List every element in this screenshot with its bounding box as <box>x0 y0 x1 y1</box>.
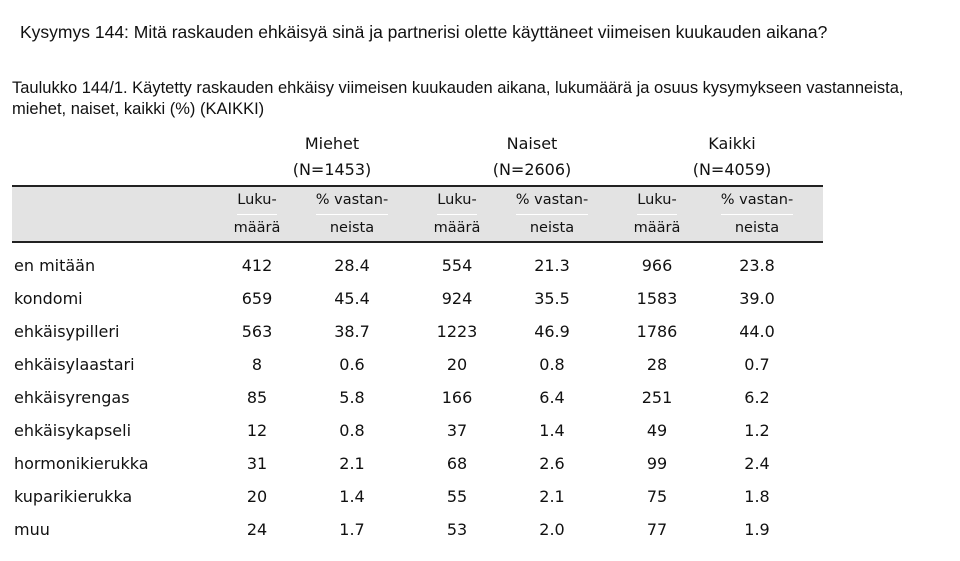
header-line1: % vastan- <box>516 187 588 215</box>
cell-kaikki-count: 99 <box>646 454 668 473</box>
header-line1: Luku- <box>437 187 476 215</box>
group-name: Kaikki <box>708 134 756 153</box>
header-line1: Luku- <box>237 187 276 215</box>
cell-naiset-count: 554 <box>441 256 473 275</box>
table-row <box>12 348 823 381</box>
data-table <box>12 131 823 546</box>
cell-miehet-count: 85 <box>246 388 268 407</box>
cell-miehet-pct: 0.8 <box>339 421 365 440</box>
row-label: ehkäisykapseli <box>14 421 132 440</box>
group-header-naiset <box>442 131 622 183</box>
table-row <box>12 282 823 315</box>
group-name: Miehet <box>304 134 360 153</box>
cell-naiset-count: 924 <box>441 289 473 308</box>
cell-kaikki-count: 75 <box>646 487 668 506</box>
cell-kaikki-count: 1583 <box>636 289 678 308</box>
cell-miehet-count: 31 <box>246 454 268 473</box>
row-label: ehkäisylaastari <box>14 355 135 374</box>
cell-kaikki-pct: 1.2 <box>744 421 770 440</box>
table-body <box>12 249 823 546</box>
cell-miehet-pct: 38.7 <box>334 322 370 341</box>
cell-naiset-pct: 2.0 <box>539 520 565 539</box>
cell-naiset-pct: 21.3 <box>534 256 570 275</box>
cell-miehet-pct: 2.1 <box>339 454 365 473</box>
table-row <box>12 381 823 414</box>
table-row <box>12 315 823 348</box>
cell-naiset-pct: 6.4 <box>539 388 565 407</box>
header-line2: neista <box>734 220 780 236</box>
cell-kaikki-pct: 23.8 <box>739 256 775 275</box>
cell-kaikki-pct: 1.9 <box>744 520 770 539</box>
header-line1: % vastan- <box>721 187 793 215</box>
group-name: Naiset <box>506 134 558 153</box>
cell-naiset-count: 37 <box>446 421 468 440</box>
row-label: kondomi <box>14 289 83 308</box>
cell-kaikki-count: 28 <box>646 355 668 374</box>
group-count: (N=4059) <box>692 160 772 179</box>
row-label: ehkäisypilleri <box>14 322 120 341</box>
cell-miehet-pct: 1.4 <box>339 487 365 506</box>
row-label: en mitään <box>14 256 96 275</box>
cell-naiset-count: 68 <box>446 454 468 473</box>
row-label: kuparikierukka <box>14 487 133 506</box>
table-row <box>12 480 823 513</box>
table-row <box>12 513 823 546</box>
header-line1: Luku- <box>637 187 676 215</box>
cell-kaikki-count: 1786 <box>636 322 678 341</box>
table-row <box>12 249 823 282</box>
cell-naiset-count: 166 <box>441 388 473 407</box>
header-line2: neista <box>329 220 375 236</box>
cell-naiset-pct: 2.6 <box>539 454 565 473</box>
header-line2: määrä <box>633 220 681 236</box>
cell-naiset-pct: 46.9 <box>534 322 570 341</box>
group-header-kaikki <box>642 131 822 183</box>
cell-naiset-pct: 0.8 <box>539 355 565 374</box>
cell-miehet-pct: 5.8 <box>339 388 365 407</box>
header-count-miehet <box>222 187 292 242</box>
cell-miehet-pct: 0.6 <box>339 355 365 374</box>
row-label: hormonikierukka <box>14 454 149 473</box>
cell-naiset-pct: 1.4 <box>539 421 565 440</box>
cell-kaikki-pct: 1.8 <box>744 487 770 506</box>
header-line2: määrä <box>433 220 481 236</box>
cell-kaikki-count: 966 <box>641 256 673 275</box>
cell-miehet-count: 8 <box>251 355 263 374</box>
cell-naiset-count: 20 <box>446 355 468 374</box>
cell-miehet-count: 412 <box>241 256 273 275</box>
cell-kaikki-pct: 39.0 <box>739 289 775 308</box>
cell-naiset-count: 1223 <box>436 322 478 341</box>
header-line2: neista <box>529 220 575 236</box>
header-line1: % vastan- <box>316 187 388 215</box>
cell-miehet-pct: 1.7 <box>339 520 365 539</box>
cell-miehet-count: 659 <box>241 289 273 308</box>
group-header-miehet <box>242 131 422 183</box>
header-pct-miehet <box>302 187 402 242</box>
question-title: Kysymys 144: Mitä raskauden ehkäisyä sinä ja partnerisi olette käyttäneet viimeisen kuukauden aikana? <box>20 22 828 42</box>
table-caption: Taulukko 144/1. Käytetty raskauden ehkäisy viimeisen kuukauden aikana, lukumäärä ja osuus kysymykseen vastanneista, miehet, naiset, kaikki (%) (KAIKKI) <box>12 79 904 118</box>
cell-miehet-count: 12 <box>246 421 268 440</box>
column-header-row <box>12 185 823 243</box>
cell-miehet-pct: 28.4 <box>334 256 370 275</box>
cell-naiset-pct: 2.1 <box>539 487 565 506</box>
row-label: muu <box>14 520 50 539</box>
group-count: (N=2606) <box>492 160 572 179</box>
header-count-naiset <box>422 187 492 242</box>
table-row <box>12 447 823 480</box>
cell-kaikki-count: 49 <box>646 421 668 440</box>
cell-naiset-pct: 35.5 <box>534 289 570 308</box>
cell-kaikki-pct: 0.7 <box>744 355 770 374</box>
cell-miehet-count: 24 <box>246 520 268 539</box>
header-line2: määrä <box>233 220 281 236</box>
group-header-row <box>12 131 823 185</box>
cell-kaikki-pct: 44.0 <box>739 322 775 341</box>
table-row <box>12 414 823 447</box>
cell-miehet-pct: 45.4 <box>334 289 370 308</box>
cell-naiset-count: 53 <box>446 520 468 539</box>
cell-miehet-count: 563 <box>241 322 273 341</box>
cell-naiset-count: 55 <box>446 487 468 506</box>
header-pct-kaikki <box>702 187 812 242</box>
cell-kaikki-count: 251 <box>641 388 673 407</box>
row-label: ehkäisyrengas <box>14 388 130 407</box>
cell-kaikki-count: 77 <box>646 520 668 539</box>
cell-kaikki-pct: 6.2 <box>744 388 770 407</box>
header-pct-naiset <box>502 187 602 242</box>
header-count-kaikki <box>622 187 692 242</box>
cell-kaikki-pct: 2.4 <box>744 454 770 473</box>
group-count: (N=1453) <box>292 160 372 179</box>
cell-miehet-count: 20 <box>246 487 268 506</box>
